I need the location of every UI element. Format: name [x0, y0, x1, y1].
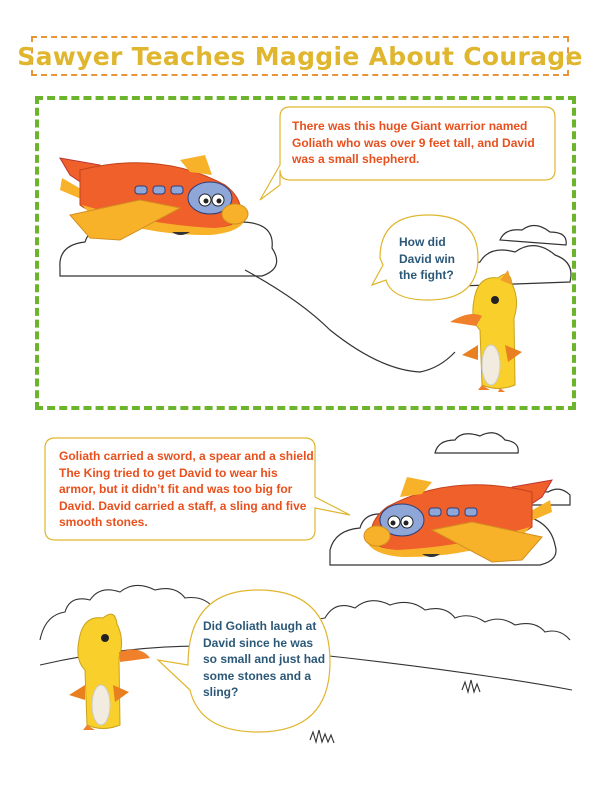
- maggie-speech-2: Did Goliath laugh at David since he was so small and just had some stones and a sling?: [203, 619, 326, 699]
- treeline: [40, 585, 215, 640]
- maggie-speech-1: How did David win the fight?: [399, 235, 456, 282]
- cloud-4: [435, 433, 518, 453]
- sawyer-speech-1: There was this huge Giant warrior named Goliath who was over 9 feet tall, and David was a small shepherd.: [292, 119, 535, 166]
- sawyer-airplane-icon-2: [364, 477, 552, 562]
- grass-1: [462, 680, 480, 692]
- treeline-right: [300, 601, 570, 640]
- grass-2: [310, 730, 334, 743]
- cloud-3: [500, 225, 566, 245]
- sawyer-airplane-icon: [60, 155, 248, 240]
- maggie-pterodactyl-icon-2: [69, 614, 150, 730]
- sawyer-speech-2: Goliath carried a sword, a spear and a shield The King tried to get David to wear his armor, but it didn’t fit and was too big for David. David carried a staff, a sling and five smooth stones.: [59, 449, 314, 529]
- page-title: Sawyer Teaches Maggie About Courage: [17, 41, 583, 71]
